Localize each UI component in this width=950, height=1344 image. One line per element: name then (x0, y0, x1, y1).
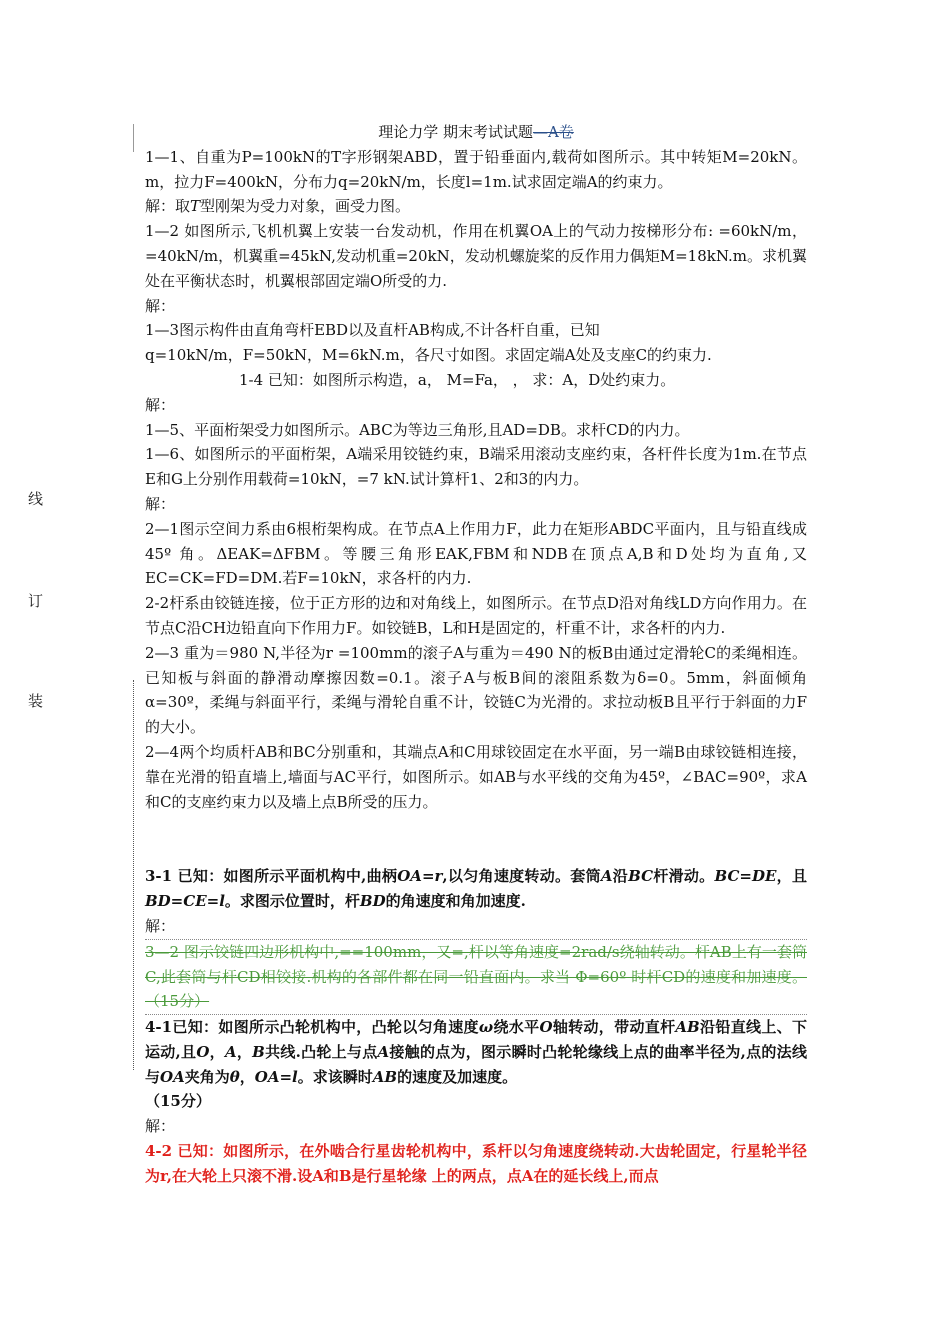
solution-italic-T: T (190, 197, 201, 216)
problem-1-3-line1: 1—3图示构件由直角弯杆EBD以及直杆AB构成,不计各杆自重，已知 (145, 321, 600, 340)
problem-1-3-line2: q=10kN/m，F=50kN，M=6kN.m，各尺寸如图。求固定端A处及支座C的约束力. (145, 346, 712, 365)
margin-rule-top (133, 124, 134, 152)
solution-rest: 型刚架为受力对象，画受力图。 (200, 197, 411, 216)
document-body (145, 120, 807, 1189)
problem-2-1: 2—1图示空间力系由6根桁架构成。在节点A上作用力F，此力在矩形ABDC平面内，且与铅直线成45º 角。ΔEAK=ΔFBM。等腰三角形EAK,FBM和NDB在顶点A,B和D处均为直角,又EC=CK=FD=DM.若F=10kN，求各杆的内力. (145, 519, 807, 588)
problem-4-1: 4-1已知：如图所示凸轮机构中，凸轮以匀角速度ω绕水平O轴转动，带动直杆AB沿铅直线上、下运动,且O，A，B共线.凸轮上与点A接触的点为，图示瞬时凸轮轮缘线上点的曲率半径为,点的法线与OA夹角为θ，OA=l。求该瞬时AB的速度及加速度。 (145, 1018, 807, 1086)
solution-label: 解： (145, 395, 176, 414)
problem-3-2-deleted: 3—2 图示铰链四边形机构中,==100mm，又=,杆以等角速度=2rad/s绕轴转动。杆AB上有一套筒C,此套筒与杆CD相铰接.机构的各部件都在同一铅直面内。求当 Φ=60º 时杆CD的速度和加速度。（15分） (145, 942, 807, 1011)
problem-1-4: 1-4 已知：如图所示构造，a， M=Fa， ， 求：A，D处约束力。 (239, 370, 676, 389)
solution-prefix: 解：取 (145, 197, 191, 216)
problem-1-1: 1—1、自重为P=100kN的T字形钢架ABD，置于铅垂面内,载荷如图所示。其中转矩M=20kN。m，拉力F=400kN，分布力q=20kN/m，长度l=1m.试求固定端A的约束力。 (145, 147, 807, 191)
problem-1-6: 1—6、如图所示的平面桁架，A端采用铰链约束，B端采用滚动支座约束，各杆件长度为1m.在节点E和G上分别作用载荷=10kN，=7 kN.试计算杆1、2和3的内力。 (145, 445, 807, 489)
solution-label: 解： (145, 296, 176, 315)
margin-label-zhuang: 装 (28, 692, 44, 710)
solution-label: 解： (145, 1117, 176, 1136)
problem-2-2: 2-2杆系由铰链连接，位于正方形的边和对角线上，如图所示。在节点D沿对角线LD方向作用力。在节点C沿CH边铅直向下作用力F。如铰链B，L和H是固定的，杆重不计，求各杆的内力. (145, 594, 807, 637)
problem-3-1: 3-1 已知：如图所示平面机构中,曲柄OA=r,以匀角速度转动。套筒A沿BC杆滑动。BC=DE，且BD=CE=l。求图示位置时，杆BD的角速度和角加速度. (145, 867, 807, 911)
problem-2-3: 2—3 重为＝980 N,半径为r =100mm的滚子A与重为＝490 N的板B由通过定滑轮C的柔绳相连。已知板与斜面的静滑动摩擦因数=0.1。滚子A与板B间的滚阻系数为δ=0。5mm，斜面倾角α=30º，柔绳与斜面平行，柔绳与滑轮自重不计，铰链C为光滑的。求拉动板B且平行于斜面的力F的大小。 (145, 643, 807, 737)
problem-1-2: 1—2 如图所示,飞机机翼上安装一台发动机，作用在机翼OA上的气动力按梯形分布: =60kN/m，=40kN/m，机翼重=45kN,发动机重=20kN，发动机螺旋桨的反作用力偶矩M=18kN.m。求机翼处在平衡状态时，机翼根部固定端O所受的力. (145, 222, 807, 290)
title-struck-text: —A卷 (532, 123, 574, 141)
margin-label-ding: 订 (28, 592, 44, 610)
problem-1-5: 1—5、平面桁架受力如图所示。ABC为等边三角形,且AD=DB。求杆CD的内力。 (145, 420, 690, 439)
solution-label: 解： (145, 916, 176, 935)
solution-1-1 (145, 194, 807, 219)
problem-2-4: 2—4两个均质杆AB和BC分别重和，其端点A和C用球铰固定在水平面，另一端B由球铰链相连接，靠在光滑的铅直墙上,墙面与AC平行，如图所示。如AB与水平线的交角为45º，∠BAC=90º，求A和C的支座约束力以及墙上点B所受的压力。 (145, 742, 807, 811)
page-title (145, 120, 807, 145)
margin-label-xian: 线 (28, 490, 44, 508)
binding-line (133, 680, 134, 1070)
problem-4-1-score: （15分） (145, 1092, 211, 1111)
title-text: 理论力学 期末考试试题 (378, 123, 533, 141)
problem-4-2: 4-2 已知：如图所示，在外啮合行星齿轮机构中，系杆以匀角速度绕转动.大齿轮固定，行星轮半径为r,在大轮上只滚不滑.设A和B是行星轮缘 上的两点，点A在的延长线上,而点 (145, 1142, 807, 1185)
solution-label: 解： (145, 494, 176, 513)
section-gap (145, 814, 807, 864)
